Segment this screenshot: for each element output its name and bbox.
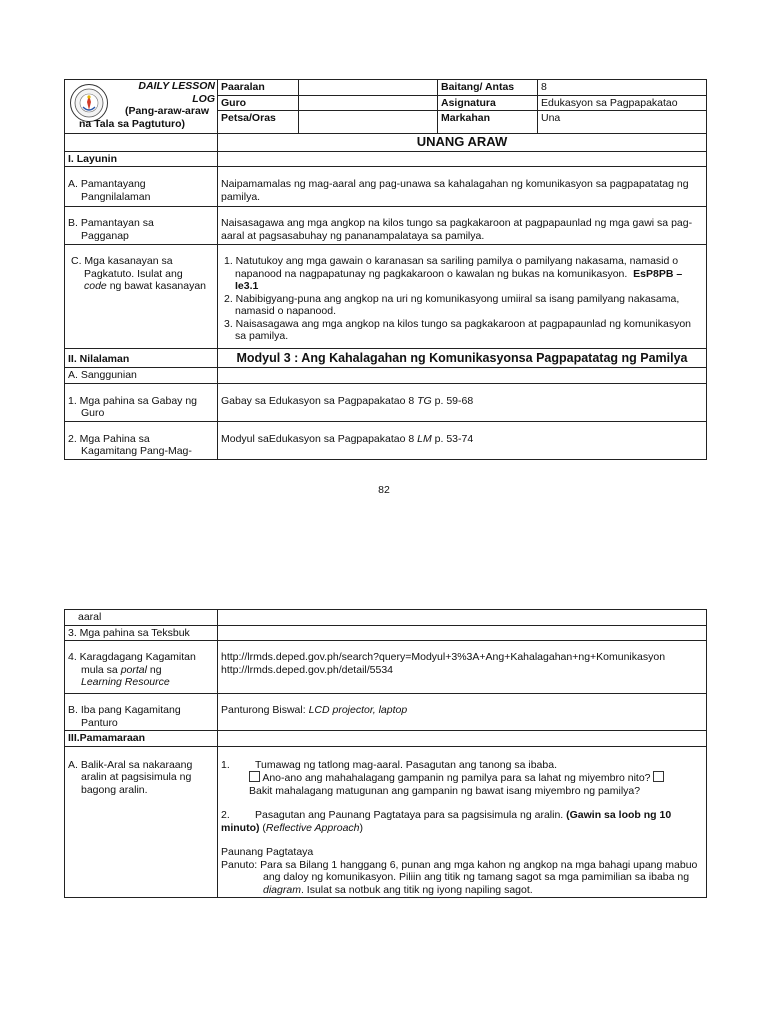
field-label-petsa: Petsa/Oras (218, 111, 299, 134)
text: . Isulat sa notbuk ang titik ng iyong napiling sagot. (300, 883, 533, 896)
label-line: C. Mga kasanayan sa (71, 255, 173, 267)
field-value-asignatura: Edukasyon sa Pagpapakatao (538, 95, 707, 111)
row-label-kagamitan (65, 421, 218, 459)
row-label-teksbuk: 3. Mga pahina sa Teksbuk (65, 625, 218, 641)
panuto-text (221, 859, 703, 897)
label-line: 2. Mga Pahina sa (68, 432, 150, 445)
paunang-pagtataya-title: Paunang Pagtataya (221, 846, 314, 858)
day-heading: UNANG ARAW (218, 134, 707, 152)
row-label-balik-aral (65, 746, 218, 898)
row-label-pamantayan-pagganap (65, 207, 218, 245)
spacer (221, 834, 703, 846)
lesson-log-table-page2 (64, 609, 707, 898)
field-label-paaralan: Paaralan (218, 80, 299, 96)
step-text-bold: (Gawin sa loob ng 10 minuto) (221, 809, 672, 834)
label-line: Pagganap (81, 229, 129, 242)
text-italic: diagram (263, 883, 301, 896)
label-line: Learning Resource (81, 676, 170, 688)
label-line: B. Iba pang Kagamitang (68, 704, 181, 716)
field-value-petsa (299, 111, 438, 134)
field-value-markahan: Una (538, 111, 707, 134)
empty-cell (218, 731, 707, 747)
step-number: 1. (221, 758, 230, 771)
empty-cell (218, 151, 707, 167)
field-label-markahan: Markahan (438, 111, 538, 134)
label-rest: ng bawat kasanayan (106, 280, 207, 292)
sanggunian-label: A. Sanggunian (65, 368, 218, 384)
label-line: bagong aralin. (81, 783, 148, 796)
label-line: Pangnilalaman (81, 190, 151, 203)
text-italic: TG (417, 394, 432, 407)
content-kasanayan (218, 245, 707, 349)
list-item: 3. Naisasagawa ang mga angkop na kilos tungo sa pagkakaroon at pagpapaunlad ng komunikasyon sa pamilya. (224, 317, 691, 342)
text: mula sa (81, 663, 121, 676)
kasanayan-code: EsP8PB – Ie3.1 (235, 267, 683, 292)
text: Modyul saEdukasyon sa Pagpapakatao 8 (221, 432, 418, 445)
step-text: Pasagutan ang Paunang Pagtataya para sa pagsisimula ng aralin. (255, 809, 567, 821)
section-heading-layunin: I. Layunin (65, 151, 218, 167)
label-line: 4. Karagdagang Kagamitan (68, 651, 196, 663)
empty-cell (218, 368, 707, 384)
resource-url-1[interactable]: http://lrmds.deped.gov.ph/search?query=Modyul+3%3A+Ang+Kahalagahan+ng+Komunikasyon (221, 651, 666, 663)
question-2: Bakit mahalagang matugunan ang gampanin ng bawat isang miyembro ng pamilya? (249, 784, 641, 797)
text-italic: LM (417, 432, 432, 445)
field-value-paaralan (299, 80, 438, 96)
label-line (71, 280, 214, 293)
content-karagdagang (218, 641, 707, 694)
step-1 (221, 759, 703, 772)
resource-url-2[interactable]: http://lrmds.deped.gov.ph/detail/5534 (221, 663, 394, 676)
content-balik-aral (218, 746, 707, 898)
label-line: B. Pamantayan sa (68, 217, 154, 229)
label-line: A. Balik-Aral sa nakaraang (68, 758, 193, 771)
row-label-pamantayang-pangnilalaman (65, 167, 218, 207)
content-kagamitan (218, 421, 707, 459)
text-italic: portal (120, 663, 147, 676)
modyul-title: Modyul 3 : Ang Kahalagahan ng Komunikasyonsa Pagpapatatag ng Pamilya (218, 349, 707, 368)
text: Gabay sa Edukasyon sa Pagpapakatao 8 (221, 394, 418, 407)
section-heading-pamamaraan: III.Pamamaraan (65, 731, 218, 747)
label-italic: code (84, 280, 107, 292)
label-line: aralin at pagsisimula ng (81, 771, 192, 783)
label-line: Panturo (81, 716, 118, 729)
step-2: 2. Pasagutan ang Paunang Pagtataya para sa pagsisimula ng aralin. (Gawin sa loob ng 10 minuto) (Reflective Approach) (221, 809, 672, 834)
text: p. 53-74 (431, 432, 474, 445)
step-text: Tumawag ng tatlong mag-aaral. Pasagutan ang tanong sa ibaba. (255, 758, 557, 771)
spacer (221, 797, 703, 809)
list-item (221, 255, 703, 293)
label-line (68, 664, 214, 677)
label-line: 1. Mga pahina sa Gabay ng (68, 394, 198, 407)
question-text: Ano-ano ang mahahalagang gampanin ng pamilya para sa lahat ng miyembro nito? (260, 772, 654, 784)
log-title-line1: DAILY LESSON (138, 80, 215, 92)
label-line: A. Pamantayang (68, 178, 146, 190)
text: p. 59-68 (431, 394, 474, 407)
field-label-baitang: Baitang/ Antas (438, 80, 538, 96)
content-iba-pang-kagamitan (218, 694, 707, 731)
row-label-iba-pang-kagamitan (65, 694, 218, 731)
page-number: 82 (378, 484, 390, 496)
lesson-log-table-page1 (64, 79, 707, 460)
question-1 (221, 771, 703, 785)
row-label-kasanayan (65, 245, 218, 349)
step-number: 2. (221, 809, 230, 821)
field-label-asignatura: Asignatura (438, 95, 538, 111)
empty-cell (65, 134, 218, 152)
kasanayan-text: 1. Natutukoy ang mga gawain o karanasan sa sariling pamilya o pamilyang nakasama, namasid o napanood na nagpapatunay ng pagkakaroon o kawalan ng bukas na komunikasyon. (224, 255, 679, 280)
text: ng (146, 663, 162, 676)
checkbox-bullet-icon (249, 771, 260, 782)
step-text-italic: Reflective Approach (265, 821, 360, 834)
text: Panuto: Para sa Bilang 1 hanggang 6, punan ang mga kahon ng angkop na mga bahagi upang mabuo ang daloy ng komunikasyon. Piliin ang titik ng tamang sagot sa mga pamimilian sa ibaba ng (221, 858, 698, 883)
content-gabay (218, 383, 707, 421)
checkbox-bullet-icon (653, 771, 664, 782)
row-label-gabay (65, 383, 218, 421)
continued-label: aaral (65, 610, 218, 626)
row-label-karagdagang (65, 641, 218, 694)
field-value-guro (299, 95, 438, 111)
log-title-line4: na Tala sa Pagtuturo) (79, 117, 185, 130)
text: Panturong Biswal: (221, 704, 309, 716)
label-line: Pagkatuto. Isulat ang (84, 267, 183, 280)
log-title-line3: (Pang-araw-araw (124, 105, 209, 117)
log-title-line2: LOG (192, 92, 215, 105)
label-line: Kagamitang Pang-Mag- (81, 445, 192, 457)
empty-cell (218, 610, 707, 626)
field-label-guro: Guro (218, 95, 299, 111)
text-italic: LCD projector, laptop (308, 704, 408, 716)
header-title-cell (65, 80, 218, 134)
list-item: 2. Nabibigyang-puna ang angkop na uri ng komunikasyong umiiral sa isang pamilyang nakasama, namasid o napanood. (224, 292, 680, 317)
section-heading-nilalaman: II. Nilalaman (65, 349, 218, 368)
label-line: Guro (81, 407, 105, 419)
field-value-baitang: 8 (538, 80, 707, 96)
content-pamantayan-pagganap: Naisasagawa ang mga angkop na kilos tungo sa pagkakaroon at pagpapaunlad ng mga gawi sa pag-aaral at pagsasabuhay ng pananampalataya sa pamilya. (218, 207, 707, 245)
content-pamantayang-pangnilalaman: Naipamamalas ng mag-aaral ang pag-unawa sa kahalagahan ng komunikasyon sa pagpapatatag ng pamilya. (218, 167, 707, 207)
empty-cell (218, 625, 707, 641)
